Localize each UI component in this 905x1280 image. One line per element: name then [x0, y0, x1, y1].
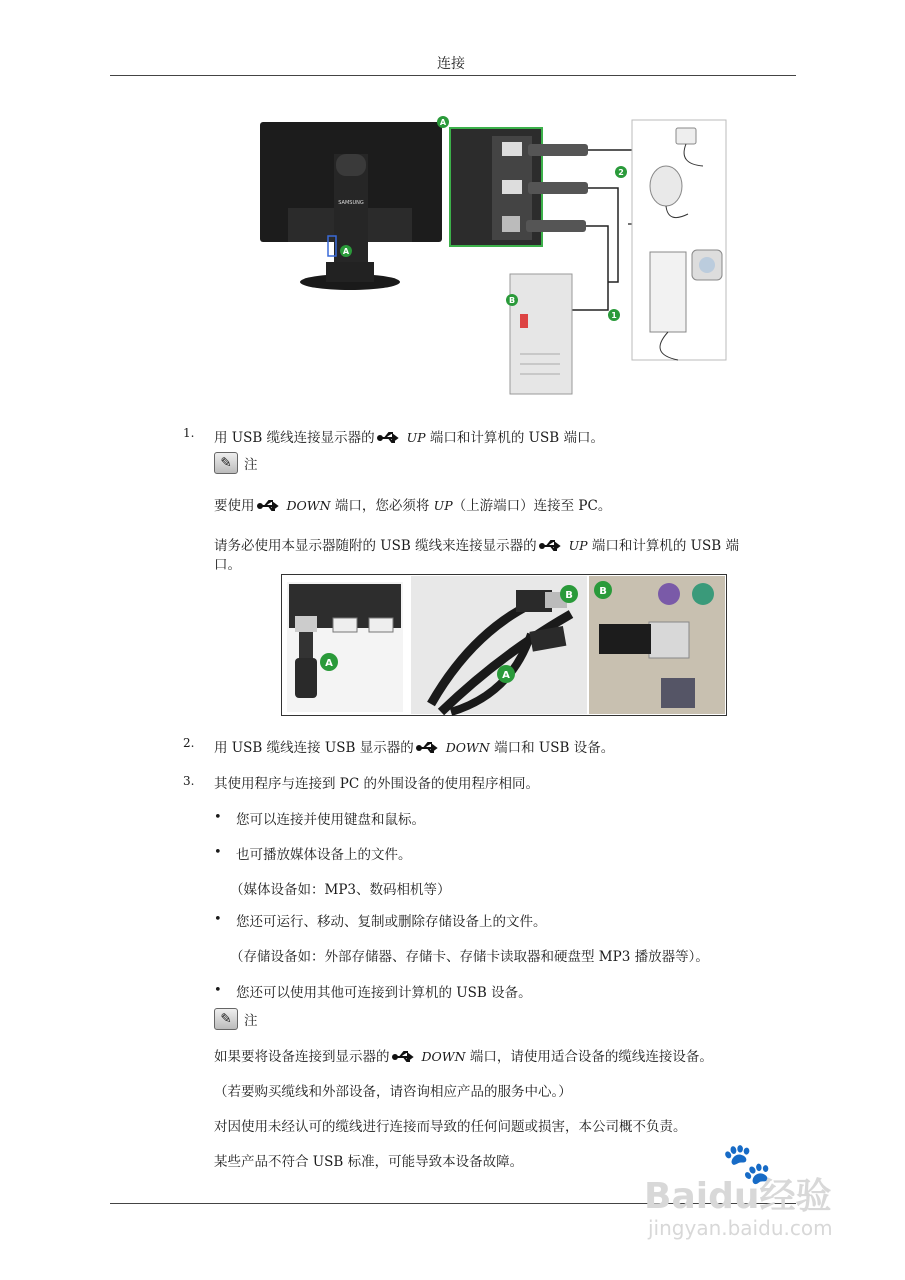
bullet-dot: • — [214, 810, 222, 825]
badge-2: 2 — [618, 168, 624, 177]
pc-tower — [510, 274, 572, 394]
note-1-line-1: 要使用 DOWN 端口，您必须将 UP（上游端口）连接至 PC。 — [214, 498, 612, 514]
bullet-3: 您还可运行、移动、复制或删除存储设备上的文件。 — [236, 914, 547, 930]
keyboard — [650, 252, 686, 332]
cable-photo — [281, 574, 727, 716]
badge-b: B — [508, 296, 516, 305]
header-rule — [110, 75, 796, 76]
bullet-3-sub: （存储设备如：外部存储器、存储卡、存储卡读取器和硬盘型 MP3 播放器等）。 — [230, 949, 709, 965]
photo-label-a-1: A — [325, 658, 333, 669]
bullet-2-sub: （媒体设备如：MP3、数码相机等） — [230, 882, 451, 898]
note-2-line-4: 某些产品不符合 USB 标准，可能导致本设备故障。 — [214, 1154, 524, 1170]
page-header-title: 连接 — [437, 56, 465, 72]
connection-diagram — [248, 114, 738, 396]
step-1-number: 1. — [183, 426, 195, 440]
usb-icon — [416, 742, 440, 754]
usb-icon — [539, 540, 563, 552]
bullet-1: 您可以连接并使用键盘和鼠标。 — [236, 812, 425, 828]
bullet-4: 您还可以使用其他可连接到计算机的 USB 设备。 — [236, 985, 532, 1001]
mouse — [650, 166, 682, 206]
note-2-line-2: （若要购买缆线和外部设备，请咨询相应产品的服务中心。） — [214, 1084, 572, 1100]
svg-text:SAMSUNG: SAMSUNG — [338, 200, 364, 206]
badge-a-top: A — [439, 118, 447, 127]
note-1-line-2-cont: 口。 — [214, 557, 241, 573]
note-1-line-2: 请务必使用本显示器随附的 USB 缆线来连接显示器的 UP 端口和计算机的 USB 端 — [214, 538, 740, 554]
note-icon: ✎ — [214, 1008, 238, 1030]
watermark-brand: Baidu经验 — [644, 1176, 832, 1217]
watermark-url: jingyan.baidu.com — [648, 1216, 833, 1240]
note-1-header — [214, 452, 258, 474]
note-2-line-3: 对因使用未经认可的缆线进行连接而导致的任何问题或损害，本公司概不负责。 — [214, 1119, 687, 1135]
note-2-line-1: 如果要将设备连接到显示器的 DOWN 端口，请使用适合设备的缆线连接设备。 — [214, 1049, 713, 1065]
note-2-label: 注 — [244, 1013, 258, 1029]
step-2-number: 2. — [183, 736, 195, 750]
usb-icon — [257, 500, 281, 512]
photo-label-a-2: A — [502, 670, 510, 681]
note-2-header — [214, 1008, 258, 1030]
watermark-paw-icon: 🐾 — [722, 1141, 772, 1187]
bullet-2: 也可播放媒体设备上的文件。 — [236, 847, 412, 863]
bullet-dot: • — [214, 983, 222, 998]
bullet-dot: • — [214, 912, 222, 927]
bullet-dot: • — [214, 845, 222, 860]
step-3-text: 其使用程序与连接到 PC 的外围设备的使用程序相同。 — [214, 776, 539, 792]
usb-icon — [377, 432, 401, 444]
step-3-number: 3. — [183, 774, 195, 788]
badge-a-monitor: A — [342, 247, 350, 256]
usb-icon — [392, 1051, 416, 1063]
step-1-text: 用 USB 缆线连接显示器的 UP 端口和计算机的 USB 端口。 — [214, 430, 605, 446]
note-icon: ✎ — [214, 452, 238, 474]
step-2-text: 用 USB 缆线连接 USB 显示器的 DOWN 端口和 USB 设备。 — [214, 740, 615, 756]
photo-label-b-1: B — [565, 590, 573, 601]
card-reader — [676, 128, 696, 144]
photo-label-b-2: B — [599, 586, 607, 597]
badge-1: 1 — [611, 311, 617, 320]
note-1-label: 注 — [244, 457, 258, 473]
